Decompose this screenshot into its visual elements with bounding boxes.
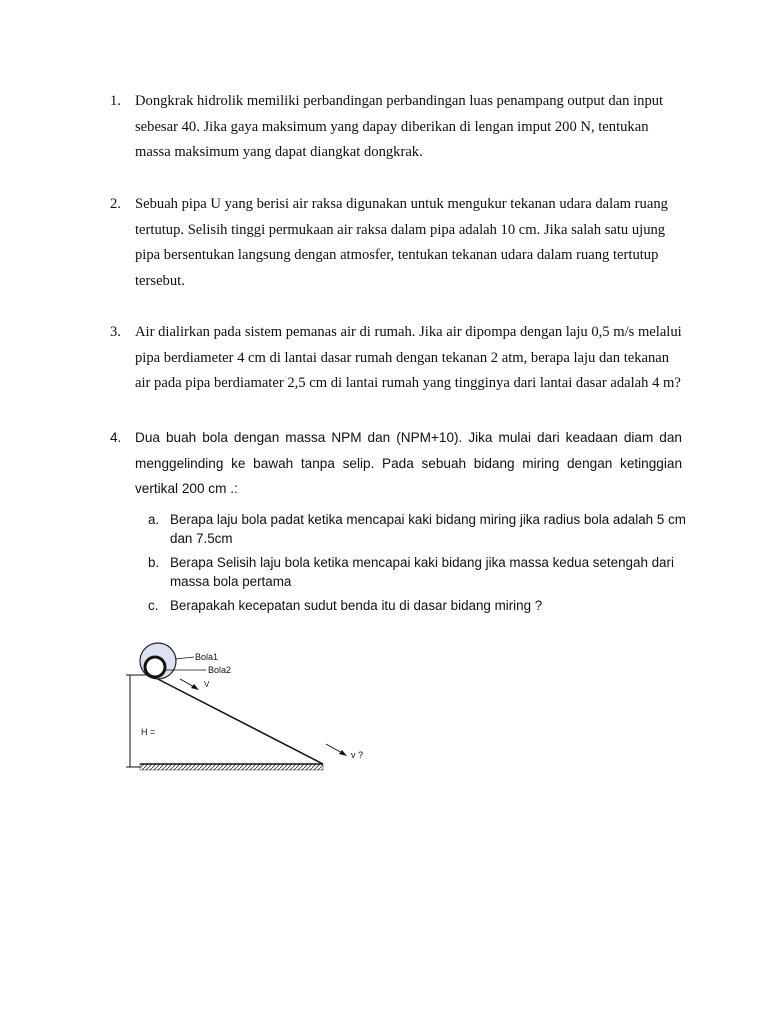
subitem-text: Berapa Selisih laju bola ketika mencapai kaki bidang jika massa kedua setengah dari massa bola pertama bbox=[170, 555, 674, 589]
question-text: Dua buah bola dengan massa NPM dan (NPM+10). Jika mulai dari keadaan diam dan menggelinding ke bawah tanpa selip. Pada sebuah bidang miring dengan ketinggian vertikal 200 cm .: bbox=[135, 430, 682, 496]
label-v-bottom: v ? bbox=[351, 750, 364, 760]
question-text: Sebuah pipa U yang berisi air raksa digunakan untuk mengukur tekanan udara dalam ruang tertutup. Selisih tinggi permukaan air raksa dalam pipa adalah 10 cm. Jika salah satu ujung pipa bersentukan langsung dengan atmosfer, tentukan tekanan udara dalam ruang tertutup tersebut. bbox=[135, 196, 668, 289]
subitem-text: Berapa laju bola padat ketika mencapai kaki bidang miring jika radius bola adalah 5 cm dan 7.5cm bbox=[170, 512, 686, 546]
label-v-top: V bbox=[204, 680, 210, 689]
velocity-arrow-top-head bbox=[191, 684, 199, 690]
question-number: 3. bbox=[110, 324, 121, 340]
subitem-label: b. bbox=[148, 555, 160, 570]
bola1-leader bbox=[176, 657, 194, 659]
label-height: H = bbox=[141, 727, 156, 737]
subitem-text: Berapakah kecepatan sudut benda itu di dasar bidang miring ? bbox=[170, 598, 543, 613]
velocity-arrow-bottom-head bbox=[339, 750, 347, 756]
question-text: Dongkrak hidrolik memiliki perbandingan perbandingan luas penampang output dan input sebesar 40. Jika gaya maksimum yang dapay diberikan di lengan imput 200 N, tentukan massa maksimum yang dapat diangkat dongkrak. bbox=[135, 93, 664, 160]
question-number: 4. bbox=[110, 430, 122, 445]
subitem-label: a. bbox=[148, 512, 160, 527]
question-text: Air dialirkan pada sistem pemanas air di rumah. Jika air dipompa dengan laju 0,5 m/s melalui pipa berdiameter 4 cm di lantai dasar rumah dengan tekanan 2 atm, berapa laju dan tekanan air pada pipa berdiamater 2,5 cm di lantai rumah yang tingginya dari lantai dasar adalah 4 m? bbox=[135, 324, 682, 391]
label-bola2: Bola2 bbox=[208, 665, 232, 675]
ground-hatch bbox=[140, 764, 323, 770]
ball-small bbox=[145, 657, 165, 677]
subitem-label: c. bbox=[148, 598, 159, 613]
incline-line bbox=[150, 675, 323, 764]
label-bola1: Bola1 bbox=[195, 652, 219, 662]
question-number: 2. bbox=[110, 196, 121, 212]
question-number: 1. bbox=[110, 93, 121, 109]
